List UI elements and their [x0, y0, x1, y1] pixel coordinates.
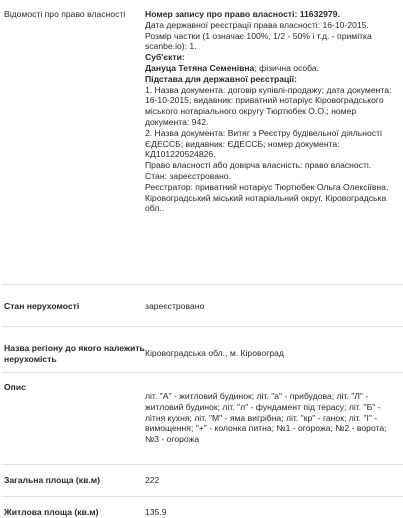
description-label: Опис [4, 382, 26, 392]
ownership-form: Право власності або довірча власність: право власності. [145, 160, 372, 171]
region-row [2, 327, 403, 373]
registration-status: Стан: зареєстровано. [145, 170, 231, 181]
basis-heading: Підстава для державної реєстрації: [145, 73, 297, 84]
living-area-label: Житлова площа (кв.м) [4, 507, 99, 517]
share-size: Розмір частки (1 означає 100%, 1/2 - 50% і т.д. - примітка scanbe.io): 1. [145, 30, 372, 52]
total-area-value: 222 [145, 475, 160, 485]
region-value: Кіровоградська обл., м. Кіровоград [145, 348, 284, 358]
living-area-row [2, 497, 403, 517]
living-area-value: 135.9 [145, 507, 167, 517]
region-label: Назва регіону до якого належить нерухомість [4, 343, 145, 364]
property-state-row [2, 285, 403, 327]
registrar: Реєстратор: приватний нотаріус Тюртюбек Ольга Олексіївна, Кіровоградський міський нотаріальний округ, Кіровоградська обл.. [145, 181, 389, 214]
ownership-details [145, 9, 403, 284]
subject-name: Дануца Тетяна Семенівна [145, 62, 255, 73]
subjects-heading: Суб'єкти: [145, 52, 185, 63]
ownership-label: Відомості про право власності [4, 9, 126, 19]
total-area-row [2, 465, 403, 497]
description-value: літ. "А" - житловий будинок; літ. "а" - прибудова; літ. "Л" - житловий будинок; літ. "л" - фундамент під терасу; літ. "Б" - літня кухня; літ. "М" - яма вигрібна; літ. "кр" - ганок; літ. "І" - вимощення; "+" - колонка питна; №1 - огорожа; №2 - ворота; №3 - огорожа [145, 391, 387, 445]
subject-line [145, 63, 397, 74]
document-1: 1. Назва документа: договір купівлі-продажу; дата документа: 16-10-2015; видавник: приватний нотаріус Кіровоградського міського нотаріального округу Тюртюбек О.О.; номер документа: 942. [145, 84, 392, 127]
property-state-value: зареєстровано [145, 301, 205, 311]
subject-type: ; фізична особа. [254, 62, 320, 73]
document-2: 2. Назва документа: Витяг з Реєстру будівельної діяльності ЄДЕССБ; видавник: ЄДЕССБ; номер документа: КД101220524826. [145, 127, 382, 160]
ownership-row [2, 0, 403, 285]
property-state-label: Стан нерухомості [4, 301, 80, 311]
registration-date: Дата державної реєстрації права власності: 16-10-2015. [145, 19, 369, 30]
total-area-label: Загальна площа (кв.м) [4, 475, 100, 485]
record-number: Номер запису про право власності: 11632979. [145, 9, 340, 19]
description-row [2, 373, 403, 465]
